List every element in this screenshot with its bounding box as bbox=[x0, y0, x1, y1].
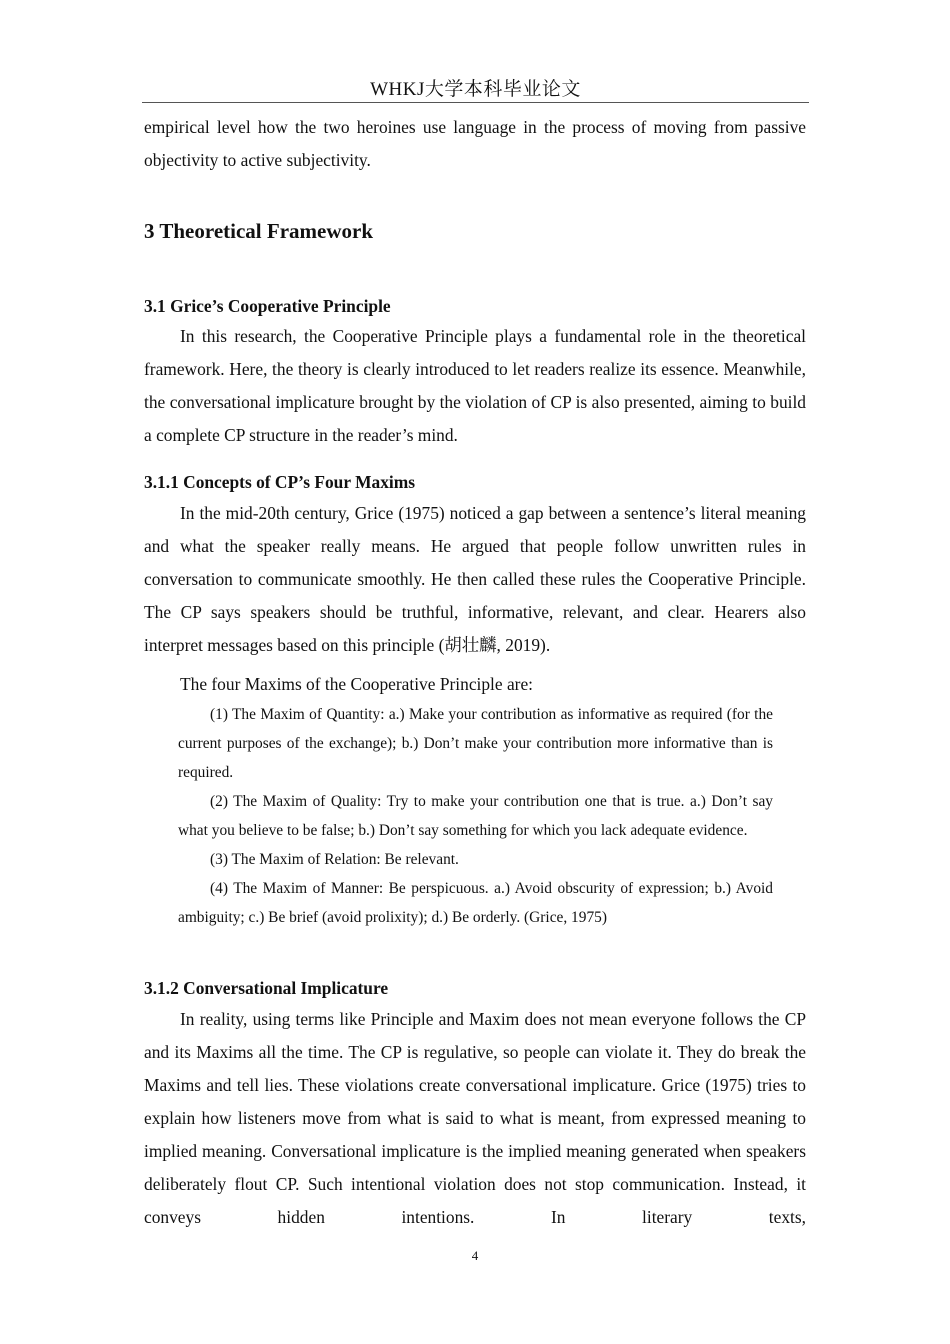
maxims-block-quote bbox=[178, 700, 773, 932]
maxim-quantity: (1) The Maxim of Quantity: a.) Make your contribution as informative as required (for the current purposes of the exchange); b.) Don’t make your contribution more informative than is required. bbox=[178, 706, 773, 781]
subsubsection-heading-3-1-2: 3.1.2 Conversational Implicature bbox=[144, 978, 389, 998]
subsection-heading-3-1: 3.1 Grice’s Cooperative Principle bbox=[144, 296, 391, 316]
intro-paragraph: empirical level how the two heroines use language in the process of moving from passive objectivity to active subjectivity. bbox=[144, 117, 806, 170]
maxim-relation: (3) The Maxim of Relation: Be relevant. bbox=[210, 851, 459, 868]
maxim-manner: (4) The Maxim of Manner: Be perspicuous. a.) Avoid obscurity of expression; b.) Avoid ambiguity; c.) Be brief (avoid prolixity); d.) Be orderly. (Grice, 1975) bbox=[178, 880, 773, 926]
page-number: 4 bbox=[471, 1248, 479, 1263]
maxims-intro: The four Maxims of the Cooperative Principle are: bbox=[180, 674, 534, 694]
section-heading: 3 Theoretical Framework bbox=[144, 219, 374, 243]
header-rule bbox=[142, 102, 809, 103]
running-header: WHKJ大学本科毕业论文 bbox=[370, 79, 581, 100]
paragraph-3-1-2: In reality, using terms like Principle and Maxim does not mean everyone follows the CP and its Maxims all the time. The CP is regulative, so people can violate it. They do break the Maxims and tell lies. These violations create conversational implicature. Grice (1975) tries to explain how listeners move from what is said to what is meant, from expressed meaning to implied meaning. Conversational implicature is the implied meaning generated when speakers deliberately flout CP. Such intentional violation does not stop communication. Instead, it conveys hidden intentions. In literary texts, bbox=[144, 1009, 806, 1227]
paragraph-3-1-1: In the mid-20th century, Grice (1975) noticed a gap between a sentence’s literal meaning and what the speaker really means. He argued that people follow unwritten rules in conversation to communicate smoothly. He then called these rules the Cooperative Principle. The CP says speakers should be truthful, informative, relevant, and clear. Hearers also interpret messages based on this principle (胡壮麟, 2019). bbox=[144, 503, 806, 655]
maxim-quality: (2) The Maxim of Quality: Try to make your contribution one that is true. a.) Don’t say what you believe to be false; b.) Don’t say something for which you lack adequate evidence. bbox=[178, 793, 773, 839]
subsubsection-heading-3-1-1: 3.1.1 Concepts of CP’s Four Maxims bbox=[144, 472, 415, 492]
paragraph-3-1: In this research, the Cooperative Principle plays a fundamental role in the theoretical framework. Here, the theory is clearly introduced to let readers realize its essence. Meanwhile, the conversational implicature brought by the violation of CP is also presented, aiming to build a complete CP structure in the reader’s mind. bbox=[144, 326, 806, 445]
